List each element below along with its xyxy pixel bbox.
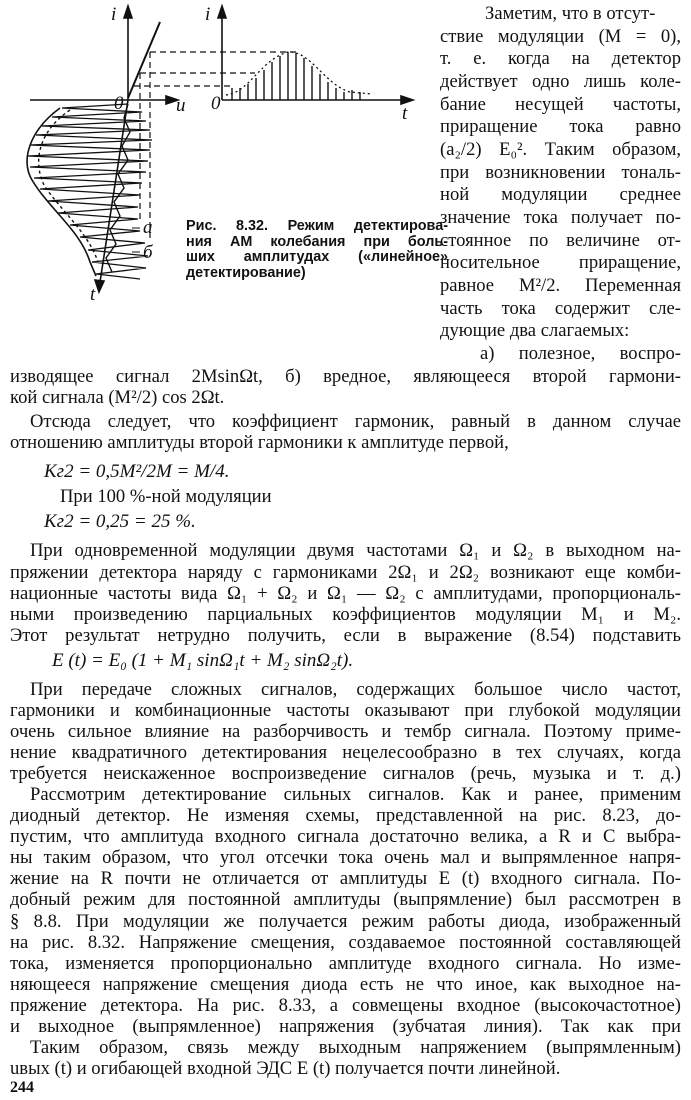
text-line: ствие модуляции (M = 0), [440,26,681,47]
text-line: пустим, что амплитуда входного сигнала достаточно велика, а R и C выбра- [10,826,681,847]
formula-kg2-general: Kг2 = 0,5M²/2M = M/4. [44,461,230,482]
curve-label-b: б [143,242,153,263]
text-line: ными произведению парциальных коэффициентов модуляции M₁ и M₂. [10,604,681,625]
text-line: При одновременной модуляции двумя частотами Ω₁ и Ω₂ в выходном на- [30,540,681,561]
text-line: дующие два слагаемых: [440,320,630,341]
text-line: приращение тока равно [440,116,681,137]
formula-kg2-100: Kг2 = 0,25 = 25 %. [44,511,196,532]
caption-line: ших амплитудах («линейное» [186,249,448,266]
text-line: Таким образом, связь между выходным напряжением (выпрямленным) [30,1037,681,1058]
text-line: стоянное по величине от- [440,230,681,251]
text-line: ной модуляции среднее [440,184,681,205]
text-line: Заметим, что в отсут- [485,3,656,24]
axis-label-u: u [176,95,186,116]
text-line: национные частоты вида Ω₁ + Ω₂ и Ω₁ — Ω₂ с амплитудами, пропорциональ- [10,583,681,604]
text-line: а) полезное, воспро- [480,343,681,364]
text-line: бание несущей частоты, [440,94,681,115]
curve-label-a: а [143,217,153,238]
text-line: при возникновении тональ- [440,162,681,183]
figure-caption [186,219,448,281]
page-number: 244 [10,1079,34,1096]
arrow-up-icon [124,6,132,18]
origin-label-left: 0 [114,93,124,114]
caption-line: детектирование) [186,264,306,281]
text-line: гармоники и комбинационные частоты оказывают при глубокой модуляции [10,700,681,721]
caption-line: ния АМ колебания при боль- [186,233,448,250]
text-line: равное M²/2. Переменная [440,275,681,296]
caption-line: Рис. 8.32. Режим детектирова- [186,218,448,234]
left-t-axis [100,100,128,282]
text-line: часть тока содержит сле- [440,298,681,319]
origin-label-right: 0 [211,93,221,114]
axis-label-i-right: i [205,4,211,25]
text-line: изводящее сигнал 2MsinΩt, б) вредное, являющееся второй гармони- [10,366,681,387]
text-line: отношению амплитуды второй гармоники к амплитуде первой, [10,432,509,453]
text-line: добный режим для постоянной амплитуды (выпрямление) был рассмотрен в [10,889,681,910]
text-line: Рассмотрим детектирование сильных сигналов. Как и ранее, применим [30,784,681,805]
text-line: Отсюда следует, что коэффициент гармоник, равный в данном случае [30,411,681,432]
text-line: (a₂/2) E₀². Таким образом, [440,139,681,160]
arrow-up-icon-2 [218,6,226,18]
axis-label-t-bottom: t [90,284,96,300]
text-line: значение тока получает по- [440,207,681,228]
text-line: кой сигнала (M²/2) cos 2Ωt. [10,387,225,408]
text-line: При передаче сложных сигналов, содержащих большое число частот, [30,679,681,700]
text-line: носительное приращение, [440,252,681,273]
text-line: т. е. когда на детектор [440,48,681,69]
text-line: жение на R почти не отличается от амплитуды E (t) входного сигнала. По- [10,868,681,889]
text-line: диодный детектор. Не изменяя схемы, представленной на рис. 8.23, до- [10,805,681,826]
formula-e-t: E (t) = E₀ (1 + M₁ sinΩ₁t + M₂ sinΩ₂t). [52,650,354,671]
text-line: ны таким образом, что угол отсечки тока очень мал и выпрямленное напря- [10,847,681,868]
axis-label-i-left: i [111,4,117,25]
arrow-down-icon [95,280,104,292]
text-line: требуется неискаженное воспроизведение сигналов (речь, музыка и т. д.) [10,763,681,784]
text-line: очень сильное влияние на разборчивость и тембр сигнала. Поэтому приме- [10,721,681,742]
text-line: Этот результат нетрудно получить, если в выражение (8.54) подставить [10,625,681,646]
input-waveform [28,104,152,279]
text-line: § 8.8. При модуляции же получается режим работы диода, изображенный [10,911,681,932]
text-line: няющееся напряжение смещения диода есть не что иное, как выходное на- [10,974,681,995]
text-line: нение квадратичного детектирования нецелесообразно в тех случаях, когда [10,742,681,763]
text-line: на рис. 8.32. Напряжение смещения, создаваемое постоянной составляющей [10,932,681,953]
text-line: действует одно лишь коле- [440,71,681,92]
axis-label-t-right: t [402,103,408,124]
text-line: тока, изменяется пропорционально амплитуде входного сигнала. Но изме- [10,953,681,974]
text-line: пряжении детектора наряду с гармониками 2Ω₁ и 2Ω₂ возникают еще комби- [10,562,681,583]
text-line: и выходное (выпрямленное) напряжения (зубчатая линия). Так как при [10,1016,681,1037]
text-line: пряжение детектора. На рис. 8.33, а совмещены входное (высокочастотное) [10,995,681,1016]
text-line: При 100 %-ной модуляции [60,486,272,507]
text-line: uвых (t) и огибающей входной ЭДС E (t) получается почти линейной. [10,1058,561,1079]
